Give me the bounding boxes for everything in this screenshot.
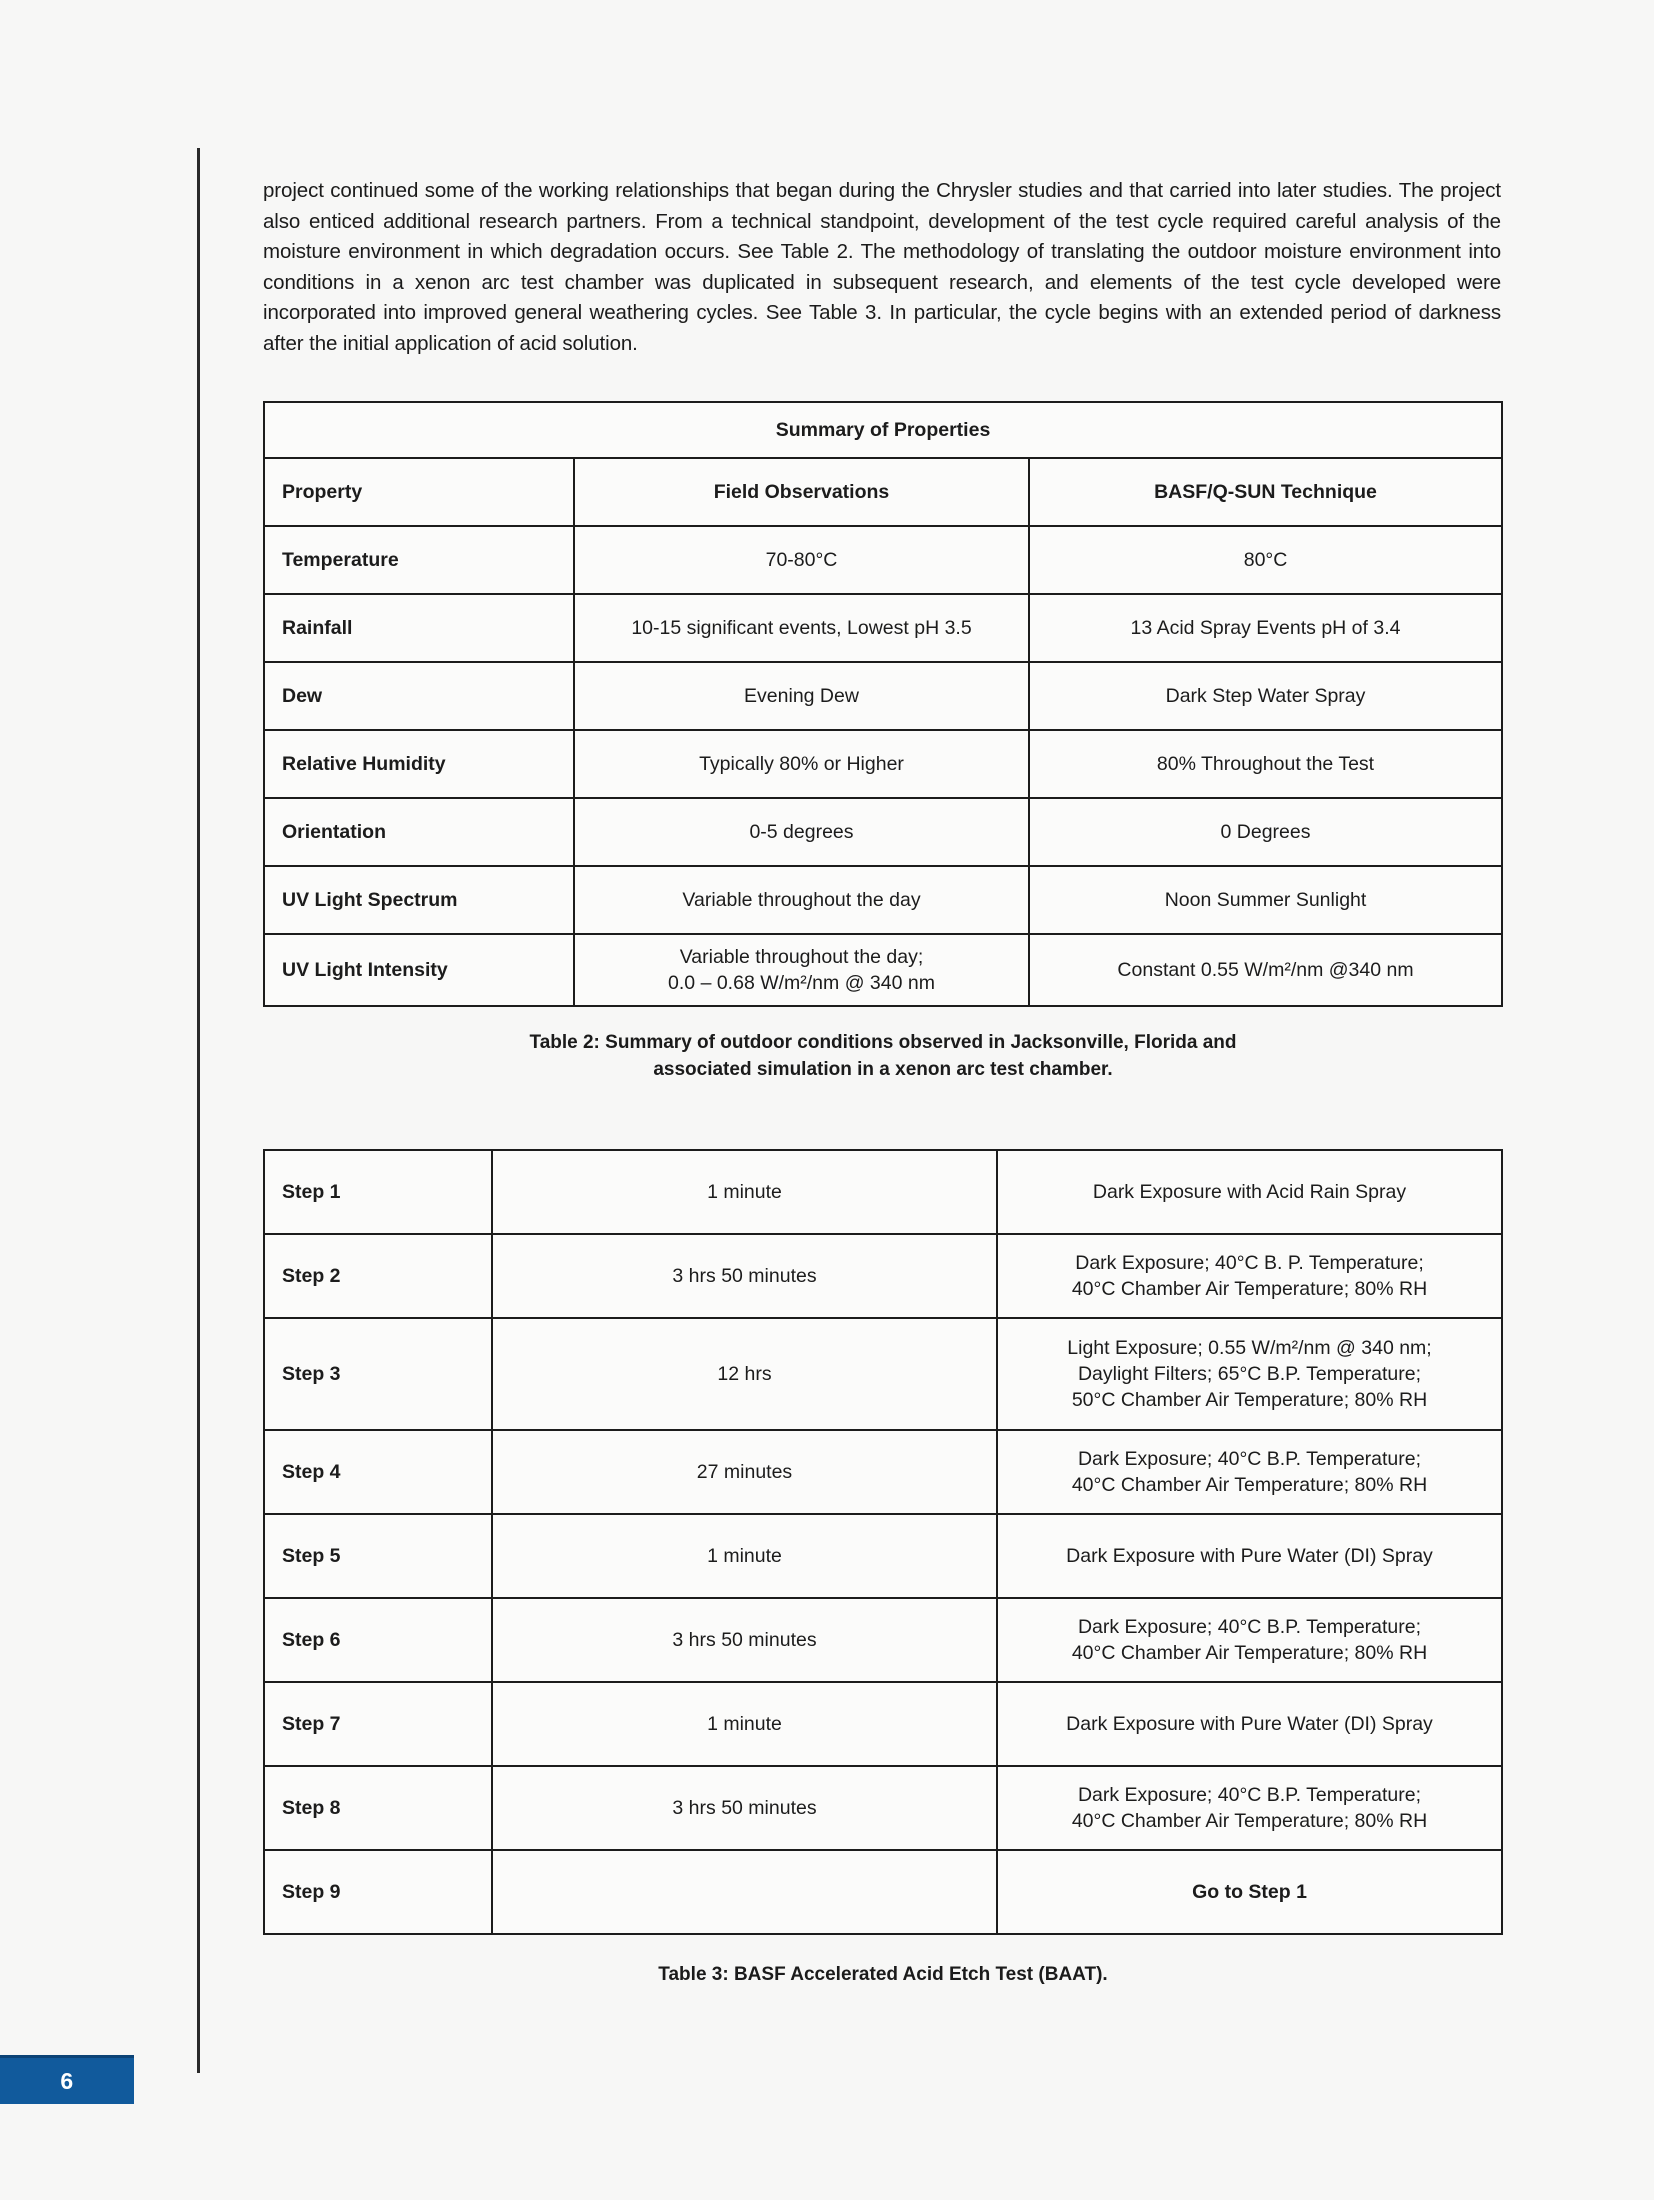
table2-field-value bbox=[574, 934, 1029, 1006]
table-row bbox=[264, 1598, 1502, 1682]
table2-field-value: 0-5 degrees bbox=[574, 798, 1029, 866]
body-paragraph: project continued some of the working relationships that began during the Chrysler studies and that carried into later studies. The project also enticed additional research partners. From a technical standpoint, development of the test cycle required careful analysis of the moisture environment in which degradation occurs. See Table 2. The methodology of translating the outdoor moisture environment into conditions in a xenon arc test chamber was duplicated in subsequent research, and elements of the test cycle developed were incorporated into improved general weathering cycles. See Table 3. In particular, the cycle begins with an extended period of darkness after the initial application of acid solution. bbox=[263, 179, 1501, 355]
table2-basf-value: Noon Summer Sunlight bbox=[1029, 866, 1502, 934]
table3-description-line1: Dark Exposure; 40°C B.P. Temperature; bbox=[1077, 1784, 1422, 1806]
table3-description-line2: 40°C Chamber Air Temperature; 80% RH bbox=[1071, 1810, 1428, 1832]
table-row bbox=[264, 866, 1502, 934]
table-row bbox=[264, 1234, 1502, 1318]
table2-caption-line1: Table 2: Summary of outdoor conditions observed in Jacksonville, Florida and bbox=[529, 1032, 1237, 1053]
table2-property-label: Orientation bbox=[264, 798, 574, 866]
table-row bbox=[264, 1766, 1502, 1850]
table-row bbox=[264, 934, 1502, 1006]
table3-step-label: Step 6 bbox=[264, 1598, 492, 1682]
table2-property-label: Dew bbox=[264, 662, 574, 730]
table2-field-value: Evening Dew bbox=[574, 662, 1029, 730]
table3-duration bbox=[492, 1850, 997, 1934]
table3-description bbox=[997, 1598, 1502, 1682]
left-margin-rule bbox=[197, 148, 200, 2073]
table2-header-field-observations: Field Observations bbox=[574, 458, 1029, 526]
table3-description bbox=[997, 1514, 1502, 1598]
page-number-badge bbox=[0, 2055, 134, 2104]
table3-duration: 1 minute bbox=[492, 1682, 997, 1766]
table3-description bbox=[997, 1850, 1502, 1934]
table3-description-line1: Dark Exposure with Pure Water (DI) Spray bbox=[1066, 1713, 1433, 1735]
table3-description-line1: Go to Step 1 bbox=[1192, 1881, 1307, 1903]
table3-description-line1: Dark Exposure with Pure Water (DI) Spray bbox=[1066, 1545, 1433, 1567]
table3-description bbox=[997, 1150, 1502, 1234]
table-row bbox=[264, 526, 1502, 594]
table3-description bbox=[997, 1318, 1502, 1430]
table-baat-test-cycle bbox=[263, 1149, 1503, 1935]
table3-step-label: Step 7 bbox=[264, 1682, 492, 1766]
page-content bbox=[263, 176, 1503, 1988]
table3-description-line3: 50°C Chamber Air Temperature; 80% RH bbox=[1071, 1389, 1428, 1411]
table3-description-line1: Dark Exposure; 40°C B.P. Temperature; bbox=[1077, 1616, 1422, 1638]
table3-duration: 3 hrs 50 minutes bbox=[492, 1766, 997, 1850]
page-number: 6 bbox=[60, 2067, 74, 2094]
table2-property-label: UV Light Spectrum bbox=[264, 866, 574, 934]
table3-description-line2: 40°C Chamber Air Temperature; 80% RH bbox=[1071, 1278, 1428, 1300]
table-row bbox=[264, 594, 1502, 662]
table-summary-of-properties bbox=[263, 401, 1503, 1007]
table2-field-value: Typically 80% or Higher bbox=[574, 730, 1029, 798]
table3-step-label: Step 3 bbox=[264, 1318, 492, 1430]
table2-caption bbox=[333, 1029, 1433, 1083]
table3-duration: 27 minutes bbox=[492, 1430, 997, 1514]
table3-step-label: Step 5 bbox=[264, 1514, 492, 1598]
table3-duration: 3 hrs 50 minutes bbox=[492, 1234, 997, 1318]
table3-description-line2: 40°C Chamber Air Temperature; 80% RH bbox=[1071, 1642, 1428, 1664]
table3-description-line1: Dark Exposure with Acid Rain Spray bbox=[1092, 1181, 1407, 1203]
table3-step-label: Step 1 bbox=[264, 1150, 492, 1234]
table3-caption: Table 3: BASF Accelerated Acid Etch Test (BAAT). bbox=[658, 1964, 1108, 1985]
table2-header-property: Property bbox=[264, 458, 574, 526]
table2-property-label: Temperature bbox=[264, 526, 574, 594]
table2-header-basf-technique: BASF/Q-SUN Technique bbox=[1029, 458, 1502, 526]
table3-description bbox=[997, 1682, 1502, 1766]
table2-basf-value: 80% Throughout the Test bbox=[1029, 730, 1502, 798]
table2-basf-value: 0 Degrees bbox=[1029, 798, 1502, 866]
table2-basf-value: Dark Step Water Spray bbox=[1029, 662, 1502, 730]
table-row bbox=[264, 1850, 1502, 1934]
table3-step-label: Step 2 bbox=[264, 1234, 492, 1318]
table-row bbox=[264, 402, 1502, 458]
table2-field-value-line2: 0.0 – 0.68 W/m²/nm @ 340 nm bbox=[668, 972, 935, 994]
table2-field-value: 70-80°C bbox=[574, 526, 1029, 594]
table2-basf-value: Constant 0.55 W/m²/nm @340 nm bbox=[1029, 934, 1502, 1006]
table3-step-label: Step 8 bbox=[264, 1766, 492, 1850]
table2-caption-line2: associated simulation in a xenon arc test chamber. bbox=[653, 1059, 1113, 1080]
table-row bbox=[264, 798, 1502, 866]
table-row bbox=[264, 1682, 1502, 1766]
table2-basf-value: 13 Acid Spray Events pH of 3.4 bbox=[1029, 594, 1502, 662]
table2-title: Summary of Properties bbox=[264, 402, 1502, 458]
table2-field-value-line1: Variable throughout the day; bbox=[679, 946, 924, 968]
table2-field-value: Variable throughout the day bbox=[574, 866, 1029, 934]
table3-duration: 3 hrs 50 minutes bbox=[492, 1598, 997, 1682]
table2-property-label: Relative Humidity bbox=[264, 730, 574, 798]
table2-basf-value: 80°C bbox=[1029, 526, 1502, 594]
table3-description-line2: 40°C Chamber Air Temperature; 80% RH bbox=[1071, 1474, 1428, 1496]
table3-description bbox=[997, 1430, 1502, 1514]
table-row bbox=[264, 662, 1502, 730]
table3-description bbox=[997, 1234, 1502, 1318]
table-row bbox=[264, 1514, 1502, 1598]
table-spacer bbox=[263, 1083, 1503, 1149]
table3-description bbox=[997, 1766, 1502, 1850]
table-header-row bbox=[264, 458, 1502, 526]
table-row bbox=[264, 1318, 1502, 1430]
table3-description-line1: Light Exposure; 0.55 W/m²/nm @ 340 nm; bbox=[1067, 1337, 1432, 1359]
table3-step-label: Step 9 bbox=[264, 1850, 492, 1934]
table2-field-value: 10-15 significant events, Lowest pH 3.5 bbox=[574, 594, 1029, 662]
table3-duration: 1 minute bbox=[492, 1514, 997, 1598]
table3-duration: 12 hrs bbox=[492, 1318, 997, 1430]
table3-step-label: Step 4 bbox=[264, 1430, 492, 1514]
table-row bbox=[264, 730, 1502, 798]
table2-property-label: Rainfall bbox=[264, 594, 574, 662]
table2-property-label: UV Light Intensity bbox=[264, 934, 574, 1006]
table3-description-line2: Daylight Filters; 65°C B.P. Temperature; bbox=[1077, 1363, 1422, 1385]
table-row bbox=[264, 1150, 1502, 1234]
table3-duration: 1 minute bbox=[492, 1150, 997, 1234]
table3-description-line1: Dark Exposure; 40°C B. P. Temperature; bbox=[1075, 1252, 1424, 1274]
table-row bbox=[264, 1430, 1502, 1514]
table3-description-line1: Dark Exposure; 40°C B.P. Temperature; bbox=[1077, 1448, 1422, 1470]
